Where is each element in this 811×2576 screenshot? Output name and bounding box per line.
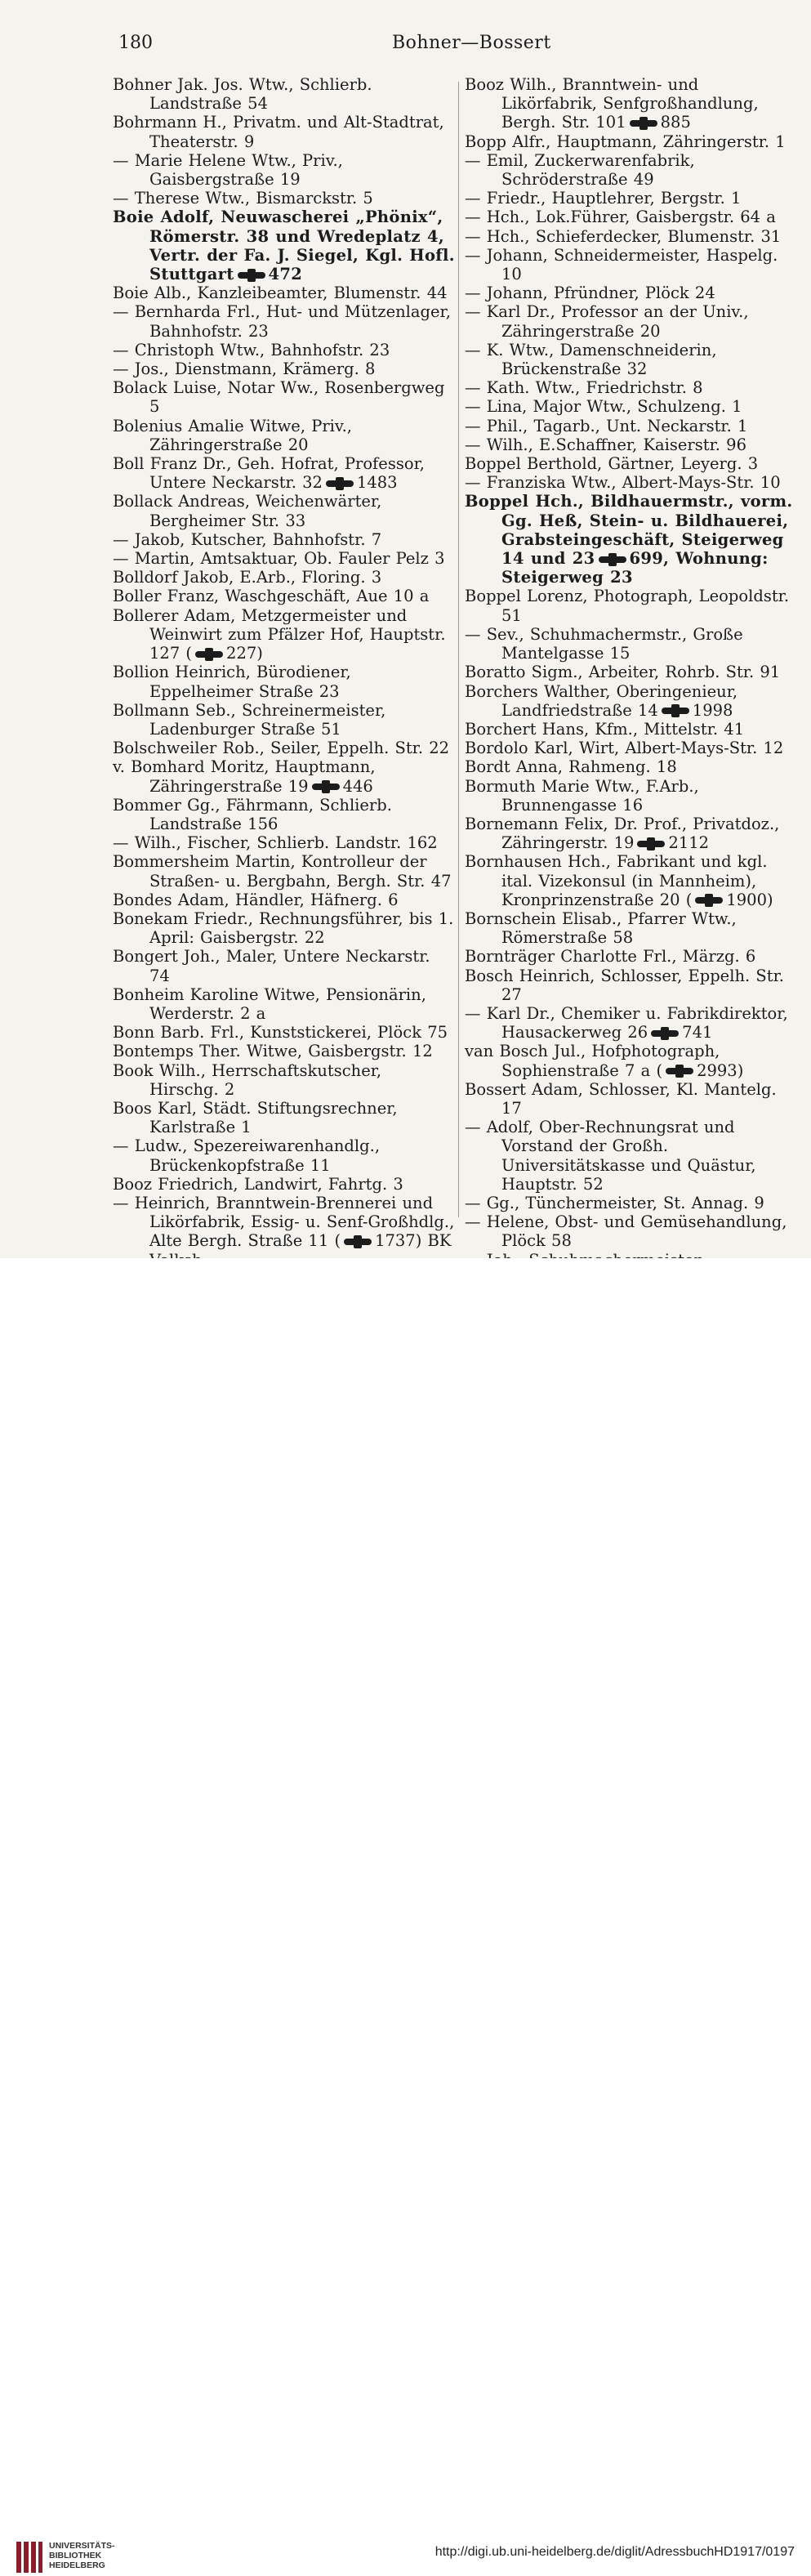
- entry-text: Bossert Adam, Schlosser, Kl. Mantelg. 17: [465, 1079, 777, 1118]
- scanned-page: [0, 0, 811, 1258]
- entry-text: van Bosch Jul., Hofphotograph, Sophienstraße 7 a (: [465, 1042, 720, 1080]
- page-number: 180: [118, 33, 153, 53]
- entry-text: Boie Adolf, Neuwascherei „Phönix“, Römerstr. 38 und Wredeplatz 4, Vertr. der Fa. J. Siegel, Kgl. Hofl. Stuttgart: [113, 208, 455, 284]
- entry-text: — Christoph Wtw., Bahnhofstr. 23: [113, 340, 390, 359]
- entry-text: Bommersheim Martin, Kontrolleur der Straßen- u. Bergbahn, Bergh. Str. 47: [113, 852, 452, 891]
- entry-text: — Bernharda Frl., Hut- und Mützenlager, Bahnhofstr. 23: [113, 302, 451, 341]
- directory-entry: [465, 473, 793, 492]
- entry-text: v. Bomhard Moritz, Hauptmann, Zähringerstraße 19: [113, 757, 376, 796]
- running-head: Bohner—Bossert: [392, 33, 551, 53]
- directory-entry: [113, 587, 456, 605]
- entry-text: Bommer Gg., Fährmann, Schlierb. Landstraße 156: [113, 795, 392, 833]
- library-logo-icon: [15, 2538, 44, 2576]
- telephone-icon: [599, 555, 626, 565]
- directory-entry: [465, 492, 793, 587]
- directory-entry: [113, 1175, 456, 1194]
- directory-entry: [113, 549, 456, 568]
- entry-suffix: ): [737, 1060, 744, 1080]
- footer-bar: [0, 1258, 811, 2570]
- entry-text: — Wilh., Fischer, Schlierb. Landstr. 162: [113, 833, 438, 853]
- directory-entry: [465, 189, 793, 208]
- phone-number: 885: [660, 113, 691, 132]
- entry-text: Bonn Barb. Frl., Kunststickerei, Plöck 75: [113, 1023, 448, 1042]
- entry-text: Bollerer Adam, Metzgermeister und Weinwirt zum Pfälzer Hof, Hauptstr. 127 (: [113, 605, 446, 663]
- entry-text: Bordolo Karl, Wirt, Albert-Mays-Str. 12: [465, 739, 784, 758]
- directory-entry: [113, 113, 456, 150]
- entry-text: Bosch Heinrich, Schlosser, Eppelh. Str. 27: [465, 966, 784, 1004]
- entry-text: — K. Wtw., Damenschneiderin, Brückenstraße 32: [465, 340, 717, 379]
- entry-text: Boll Franz Dr., Geh. Hofrat, Professor, Untere Neckarstr. 32: [113, 454, 425, 493]
- entry-text: Bollack Andreas, Weichenwärter, Bergheimer Str. 33: [113, 492, 382, 530]
- telephone-icon: [695, 895, 723, 905]
- directory-entry: [113, 1023, 456, 1042]
- entry-text: — Phil., Tagarb., Unt. Neckarstr. 1: [465, 416, 748, 435]
- entry-text: — Karl Dr., Chemiker u. Fabrikdirektor, Hausackerweg 26: [465, 1003, 788, 1042]
- entry-text: — Jos., Dienstmann, Krämerg. 8: [113, 359, 376, 379]
- column-divider: [458, 82, 459, 1217]
- phone-number: 1737: [375, 1231, 416, 1251]
- directory-entry: [465, 75, 793, 132]
- directory-entry: [465, 967, 793, 1004]
- entry-text: Bormuth Marie Wtw., F.Arb., Brunnengasse 16: [465, 776, 699, 815]
- directory-entry: [465, 739, 793, 757]
- directory-entry: [465, 417, 793, 435]
- phone-number: 2993: [697, 1060, 737, 1080]
- entry-text: Borchert Hans, Kfm., Mittelstr. 41: [465, 719, 745, 739]
- library-logo-text: UNIVERSITÄTS- BIBLIOTHEK HEIDELBERG: [49, 2541, 115, 2570]
- directory-entry: [113, 417, 456, 454]
- entry-text: — Hch., Schieferdecker, Blumenstr. 31: [465, 226, 782, 246]
- directory-entry: [465, 625, 793, 663]
- directory-entry: [465, 757, 793, 776]
- entry-text: Bohner Jak. Jos. Wtw., Schlierb. Landstraße 54: [113, 75, 372, 114]
- entry-text: — Marie Helene Wtw., Priv., Gaisbergstraße 19: [113, 150, 343, 190]
- entry-text: — Martin, Amtsaktuar, Ob. Fauler Pelz 3: [113, 549, 445, 569]
- entry-text: Bollmann Seb., Schreinermeister, Ladenburger Straße 51: [113, 700, 386, 739]
- directory-entry: [113, 1042, 456, 1060]
- directory-entry: [465, 1004, 793, 1042]
- directory-entry: [465, 151, 793, 189]
- directory-entry: [465, 852, 793, 909]
- phone-number: 472: [268, 265, 303, 284]
- directory-entry: [113, 359, 456, 378]
- directory-entry: [465, 208, 793, 226]
- telephone-icon: [195, 650, 223, 659]
- directory-entry: [113, 606, 456, 663]
- phone-number: 446: [342, 776, 373, 796]
- phone-number: 741: [682, 1023, 713, 1042]
- directory-entry: [465, 132, 793, 151]
- directory-entry: [113, 947, 456, 984]
- entry-text: — Emil, Zuckerwarenfabrik, Schröderstraße 49: [465, 150, 695, 190]
- telephone-icon: [666, 1066, 693, 1076]
- left-column: [113, 75, 456, 1270]
- phone-number: 2112: [668, 833, 710, 853]
- entry-suffix: ): [256, 644, 263, 663]
- entry-text: — Wilh., E.Schaffner, Kaiserstr. 96: [465, 435, 746, 454]
- entry-text: Bondes Adam, Händler, Häfnerg. 6: [113, 890, 399, 909]
- telephone-icon: [312, 782, 340, 792]
- entry-text: Bongert Joh., Maler, Untere Neckarstr. 74: [113, 947, 430, 985]
- entry-text: — Franziska Wtw., Albert-Mays-Str. 10: [465, 473, 781, 493]
- telephone-icon: [651, 1029, 679, 1038]
- directory-entry: [465, 1194, 793, 1212]
- entry-text: — Sev., Schuhmachermstr., Große Mantelgasse 15: [465, 624, 743, 663]
- directory-entry: [465, 909, 793, 947]
- directory-entry: [113, 891, 456, 909]
- entry-text: Bornhausen Hch., Fabrikant und kgl. ital. Vizekonsul (in Mannheim), Kronprinzenstraße 20 (: [465, 852, 768, 909]
- directory-entry: [113, 530, 456, 549]
- directory-entry: [113, 739, 456, 757]
- directory-entry: [113, 75, 456, 113]
- entry-text: Bollion Heinrich, Bürodiener, Eppelheimer Straße 23: [113, 663, 351, 701]
- directory-entry: [113, 454, 456, 492]
- directory-entry: [465, 663, 793, 681]
- directory-entry: [465, 815, 793, 852]
- telephone-icon: [326, 479, 354, 489]
- entry-text: Bornemann Felix, Dr. Prof., Privatdoz., Zähringerstr. 19: [465, 814, 780, 853]
- directory-entry: [465, 682, 793, 720]
- entry-text: — Jakob, Kutscher, Bahnhofstr. 7: [113, 529, 382, 549]
- directory-entry: [113, 663, 456, 700]
- entry-text: Booz Wilh., Branntwein- und Likörfabrik, Senfgroßhandlung, Bergh. Str. 101: [465, 75, 759, 132]
- entry-text: Bolschweiler Rob., Seiler, Eppelh. Str. 22: [113, 739, 450, 758]
- entry-text: Book Wilh., Herrschaftskutscher, Hirschg. 2: [113, 1060, 382, 1099]
- entry-text: Bonekam Friedr., Rechnungsführer, bis 1. April: Gaisbergstr. 22: [113, 909, 454, 948]
- telephone-icon: [637, 839, 665, 849]
- directory-entry: [465, 1042, 793, 1079]
- entry-text: — Heinrich, Branntwein-Brennerei und Likörfabrik, Essig- u. Senf-Großhdlg., Alte Bergh. Straße 11 (: [113, 1193, 455, 1251]
- entry-text: Bopp Alfr., Hauptmann, Zähringerstr. 1: [465, 132, 786, 151]
- entry-suffix: , Wohnung: Steigerweg 23: [501, 549, 769, 587]
- directory-entry: [113, 1061, 456, 1099]
- directory-entry: [465, 283, 793, 302]
- directory-entry: [113, 985, 456, 1023]
- phone-number: 1998: [692, 700, 733, 720]
- directory-entry: [113, 757, 456, 795]
- directory-entry: [113, 151, 456, 189]
- entry-text: Borchers Walther, Oberingenieur, Landfriedstraße 14: [465, 681, 738, 720]
- entry-text: Boller Franz, Waschgeschäft, Aue 10 a: [113, 587, 430, 606]
- entry-text: Bonheim Karoline Witwe, Pensionärin, Werderstr. 2 a: [113, 984, 426, 1023]
- directory-entry: [113, 378, 456, 416]
- entry-text: Boratto Sigm., Arbeiter, Rohrb. Str. 91: [465, 663, 781, 682]
- entry-text: Bolldorf Jakob, E.Arb., Floring. 3: [113, 568, 382, 587]
- directory-entry: [113, 189, 456, 208]
- entry-text: — Hch., Lok.Führer, Gaisbergstr. 64 a: [465, 208, 776, 227]
- directory-entry: [113, 302, 456, 340]
- directory-entry: [465, 1118, 793, 1194]
- entry-text: Boie Alb., Kanzleibeamter, Blumenstr. 44: [113, 283, 448, 303]
- directory-entry: [113, 701, 456, 739]
- directory-entry: [113, 796, 456, 833]
- directory-entry: [465, 777, 793, 815]
- directory-entry: [113, 208, 456, 283]
- directory-entry: [465, 341, 793, 378]
- directory-entry: [113, 568, 456, 587]
- entry-text: Bohrmann H., Privatm. und Alt-Stadtrat, Theaterstr. 9: [113, 113, 444, 151]
- entry-suffix: ): [766, 890, 773, 909]
- directory-entry: [113, 852, 456, 890]
- entry-text: — Johann, Schneidermeister, Haspelg. 10: [465, 245, 778, 284]
- entry-text: — Friedr., Hauptlehrer, Bergstr. 1: [465, 189, 742, 208]
- directory-entry: [113, 283, 456, 302]
- entry-text: — Therese Wtw., Bismarckstr. 5: [113, 189, 373, 208]
- telephone-icon: [238, 270, 265, 280]
- entry-text: — Lina, Major Wtw., Schulzeng. 1: [465, 397, 742, 417]
- entry-text: Boos Karl, Städt. Stiftungsrechner, Karlstraße 1: [113, 1098, 398, 1137]
- entry-text: Boppel Lorenz, Photograph, Leopoldstr. 51: [465, 587, 790, 625]
- phone-number: 699: [629, 549, 664, 569]
- entry-text: — Ludw., Spezereiwarenhandlg., Brückenkopfstraße 11: [113, 1136, 381, 1175]
- directory-entry: [465, 246, 793, 283]
- telephone-icon: [630, 118, 657, 128]
- directory-entry: [465, 435, 793, 454]
- directory-entry: [113, 492, 456, 529]
- directory-entry: [113, 1099, 456, 1136]
- entry-text: Bornträger Charlotte Frl., Märzg. 6: [465, 947, 756, 967]
- entry-text: — Johann, Pfründner, Plöck 24: [465, 283, 715, 303]
- entry-text: Bolenius Amalie Witwe, Priv., Zähringerstraße 20: [113, 416, 352, 454]
- phone-number: 1900: [726, 890, 767, 909]
- entry-text: — Helene, Obst- und Gemüsehandlung, Plöck 58: [465, 1212, 787, 1251]
- directory-entry: [465, 947, 793, 966]
- right-column: [465, 75, 793, 1307]
- telephone-icon: [344, 1237, 372, 1247]
- entry-text: — Kath. Wtw., Friedrichstr. 8: [465, 378, 703, 398]
- entry-text: Booz Friedrich, Landwirt, Fahrtg. 3: [113, 1174, 403, 1194]
- directory-entry: [465, 397, 793, 416]
- directory-entry: [465, 227, 793, 246]
- directory-entry: [465, 720, 793, 739]
- directory-entry: [465, 454, 793, 473]
- source-url[interactable]: http://digi.ub.uni-heidelberg.de/diglit/AdressbuchHD1917/0197: [434, 2545, 795, 2559]
- directory-entry: [465, 1212, 793, 1250]
- entry-suffix: ) BK: [415, 1231, 452, 1251]
- directory-entry: [113, 833, 456, 852]
- entry-text: — Gg., Tünchermeister, St. Annag. 9: [465, 1193, 764, 1212]
- phone-number: 1483: [356, 473, 398, 493]
- entry-text: — Karl Dr., Professor an der Univ., Zähringerstraße 20: [465, 302, 749, 341]
- entry-text: Boppel Berthold, Gärtner, Leyerg. 3: [465, 454, 759, 474]
- entry-text: Bordt Anna, Rahmeng. 18: [465, 757, 677, 777]
- entry-text: — Adolf, Ober-Rechnungsrat und Vorstand der Großh. Universitätskasse und Quästur, Hauptstr. 52: [465, 1118, 756, 1194]
- directory-entry: [113, 1136, 456, 1174]
- entry-text: Bornschein Elisab., Pfarrer Wtw., Römerstraße 58: [465, 909, 737, 948]
- phone-number: 227: [226, 644, 257, 663]
- directory-entry: [465, 587, 793, 624]
- directory-entry: [113, 909, 456, 947]
- directory-entry: [465, 1080, 793, 1118]
- entry-text: Boppel Hch., Bildhauermstr., vorm. Gg. Heß, Stein- u. Bildhauerei, Grabsteingeschäft, Steigerweg 14 und 23: [465, 492, 793, 569]
- directory-entry: [465, 378, 793, 397]
- telephone-icon: [662, 706, 689, 716]
- directory-entry: [465, 302, 793, 340]
- directory-entry: [113, 341, 456, 359]
- entry-text: Bolack Luise, Notar Ww., Rosenbergweg 5: [113, 378, 445, 417]
- entry-text: Bontemps Ther. Witwe, Gaisbergstr. 12: [113, 1042, 433, 1061]
